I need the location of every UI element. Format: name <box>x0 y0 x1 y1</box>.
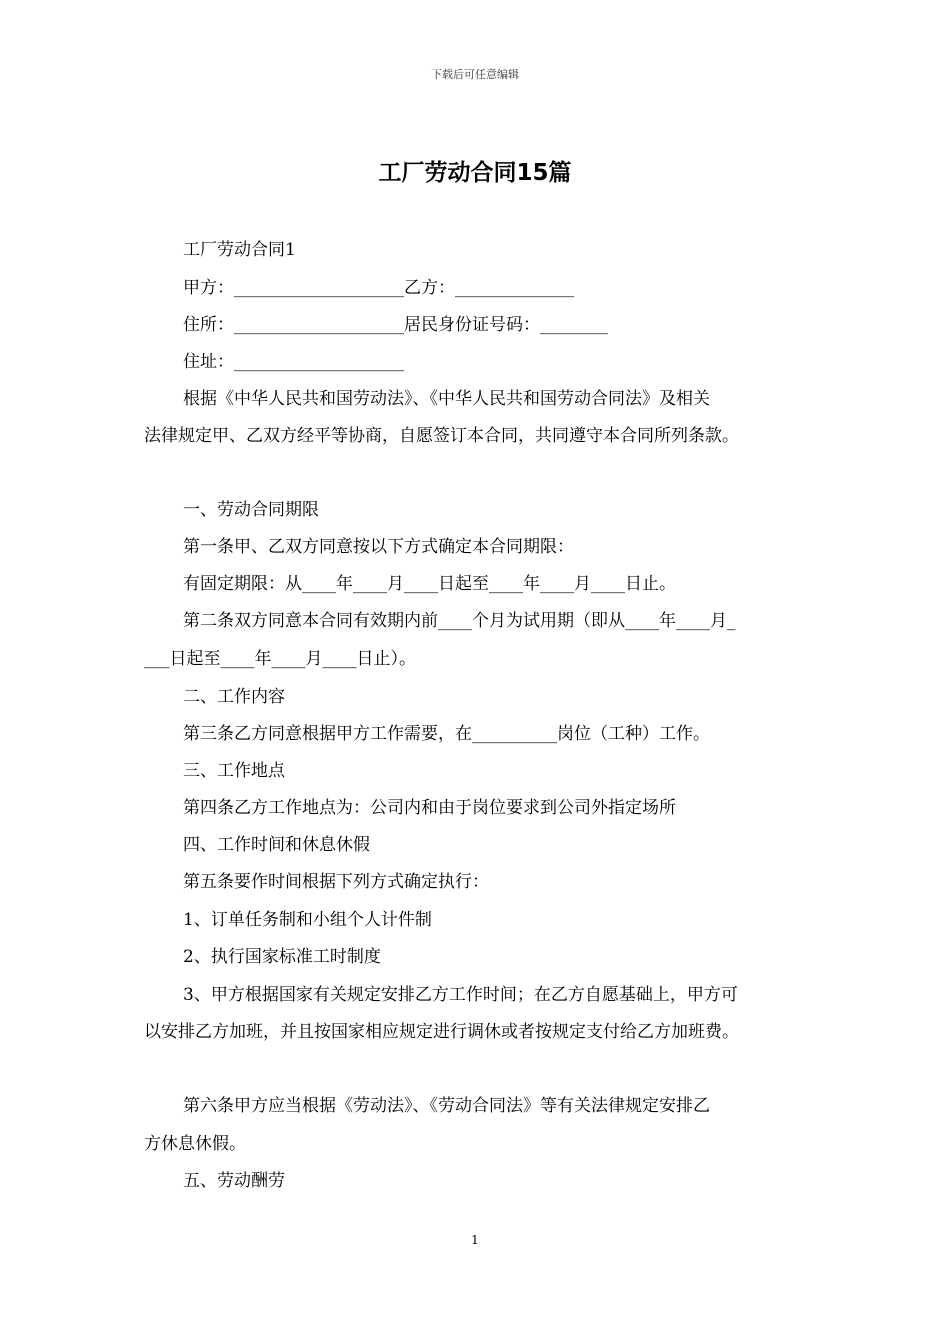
list-item-3-line-2: 以安排乙方加班，并且按国家相应规定进行调休或者按规定支付给乙方加班费。 <box>144 1022 739 1042</box>
article-6-line-1: 第六条甲方应当根据《劳动法》、《劳动合同法》等有关法律规定安排乙 <box>183 1096 710 1116</box>
article-3: 第三条乙方同意根据甲方工作需要，在__________岗位（工种）工作。 <box>183 724 710 744</box>
list-item-3-line-1: 3、甲方根据国家有关规定安排乙方工作时间；在乙方自愿基础上，甲方可 <box>183 985 738 1005</box>
intro-paragraph-line-1: 根据《中华人民共和国劳动法》、《中华人民共和国劳动合同法》及相关 <box>183 389 710 409</box>
document-title: 工厂劳动合同15篇 <box>378 160 572 186</box>
article-2-line-1: 第二条双方同意本合同有效期内前____个月为试用期（即从____年____月_ <box>183 611 736 631</box>
section-heading-remuneration: 五、劳动酬劳 <box>183 1171 285 1191</box>
address-line: 住址：____________________ <box>183 352 404 372</box>
page-number: 1 <box>471 1233 479 1247</box>
residence-id-line: 住所：____________________居民身份证号码：________ <box>183 315 608 335</box>
header-note: 下载后可任意编辑 <box>431 68 519 81</box>
section-heading-workplace: 三、工作地点 <box>183 761 285 781</box>
section-heading-work-content: 二、工作内容 <box>183 687 285 707</box>
intro-paragraph-line-2: 法律规定甲、乙双方经平等协商，自愿签订本合同，共同遵守本合同所列条款。 <box>144 426 739 446</box>
list-item-1: 1、订单任务制和小组个人计件制 <box>183 910 432 930</box>
fixed-term-line: 有固定期限：从____年____月____日起至____年____月____日止。 <box>183 574 676 594</box>
section-heading-term: 一、劳动合同期限 <box>183 500 319 520</box>
section-heading-contract-1: 工厂劳动合同1 <box>183 240 296 260</box>
article-2-line-2: ___日起至____年____月____日止）。 <box>144 649 416 669</box>
article-5: 第五条要作时间根据下列方式确定执行： <box>183 872 489 892</box>
article-1: 第一条甲、乙双方同意按以下方式确定本合同期限： <box>183 537 574 557</box>
party-a-b-line: 甲方：____________________乙方：______________ <box>183 278 574 298</box>
section-heading-hours-leave: 四、工作时间和休息休假 <box>183 835 370 855</box>
article-6-line-2: 方休息休假。 <box>144 1134 246 1154</box>
list-item-2: 2、执行国家标准工时制度 <box>183 947 381 967</box>
article-4: 第四条乙方工作地点为：公司内和由于岗位要求到公司外指定场所 <box>183 798 676 818</box>
